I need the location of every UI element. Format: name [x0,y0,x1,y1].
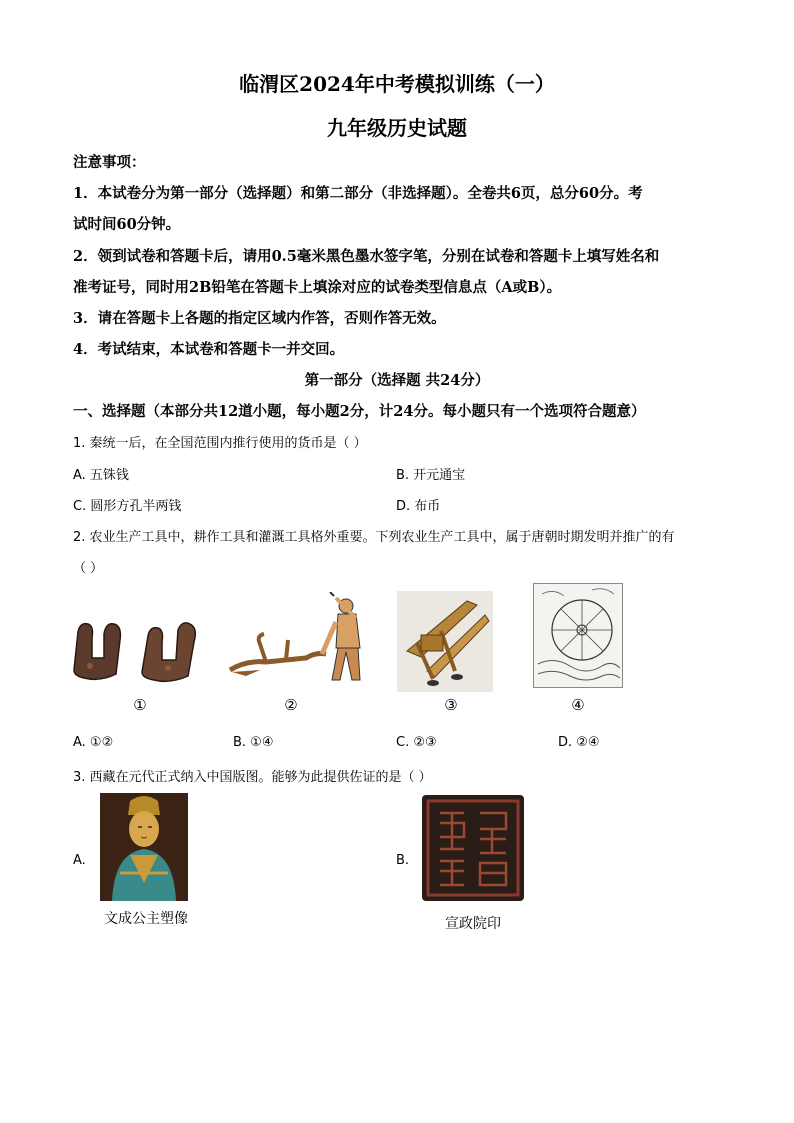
exam-title: 临渭区2024年中考模拟训练（一） [239,72,555,96]
section-heading: 一、选择题（本部分共12道小题，每小题2分，计24分。每小题只有一个选项符合题意） [73,403,646,420]
xuanzheng-seal-photo [420,793,526,905]
plough-farmer-image [226,592,376,687]
question-2-option-c: C. ②③ [396,735,437,750]
question-3-option-b-label: B. [396,853,410,868]
exam-subtitle: 九年级历史试题 [327,116,467,140]
image-label-3: ③ [444,696,458,714]
notice-item-2-line-1: 2．领到试卷和答题卡后，请用0.5毫米黑色墨水签字笔，分别在试卷和答题卡上填写姓名和 [73,248,660,265]
image-label-2: ② [284,696,298,714]
question-1-option-a: A. 五铢钱 [73,468,129,483]
notice-item-3: 3．请在答题卡上各题的指定区域内作答，否则作答无效。 [73,310,446,327]
question-2-stem-line-1: 2. 农业生产工具中，耕作工具和灌溉工具格外重要。下列农业生产工具中，属于唐朝时期发明并推广的有 [73,530,675,545]
question-2-option-d: D. ②④ [558,735,600,750]
question-3-option-a-label: A. [73,853,86,868]
question-1-stem: 1. 秦统一后，在全国范围内推行使用的货币是（ ） [73,436,367,451]
question-3-option-b-caption: 宣政院印 [445,916,501,932]
question-2-option-a: A. ①② [73,735,114,750]
notice-item-1-line-1: 1．本试卷分为第一部分（选择题）和第二部分（非选择题）。全卷共6页，总分60分。考 [73,185,643,202]
princess-statue-photo [100,793,188,901]
question-1-option-b: B. 开元通宝 [396,468,466,483]
notice-item-4: 4．考试结束，本试卷和答题卡一并交回。 [73,341,345,358]
notice-item-2-line-2: 准考证号，同时用2B铅笔在答题卡上填涂对应的试卷类型信息点（A或B）。 [73,279,562,296]
question-1-option-d: D. 布币 [396,499,441,514]
wooden-tool-photo [397,591,493,692]
notice-heading: 注意事项： [73,154,146,171]
question-1-option-c: C. 圆形方孔半两钱 [73,499,182,514]
water-wheel-drawing [533,583,623,688]
question-2-option-b: B. ①④ [233,735,274,750]
question-2-stem-line-2: （ ） [73,561,104,576]
notice-item-1-line-2: 试时间60分钟。 [73,216,181,233]
image-label-4: ④ [571,696,585,714]
iron-tool-image [70,610,210,685]
question-3-stem: 3. 西藏在元代正式纳入中国版图。能够为此提供佐证的是（ ） [73,770,432,785]
image-label-1: ① [133,696,147,714]
part1-heading: 第一部分（选择题 共24分） [304,372,490,389]
question-3-option-a-caption: 文成公主塑像 [104,911,188,927]
